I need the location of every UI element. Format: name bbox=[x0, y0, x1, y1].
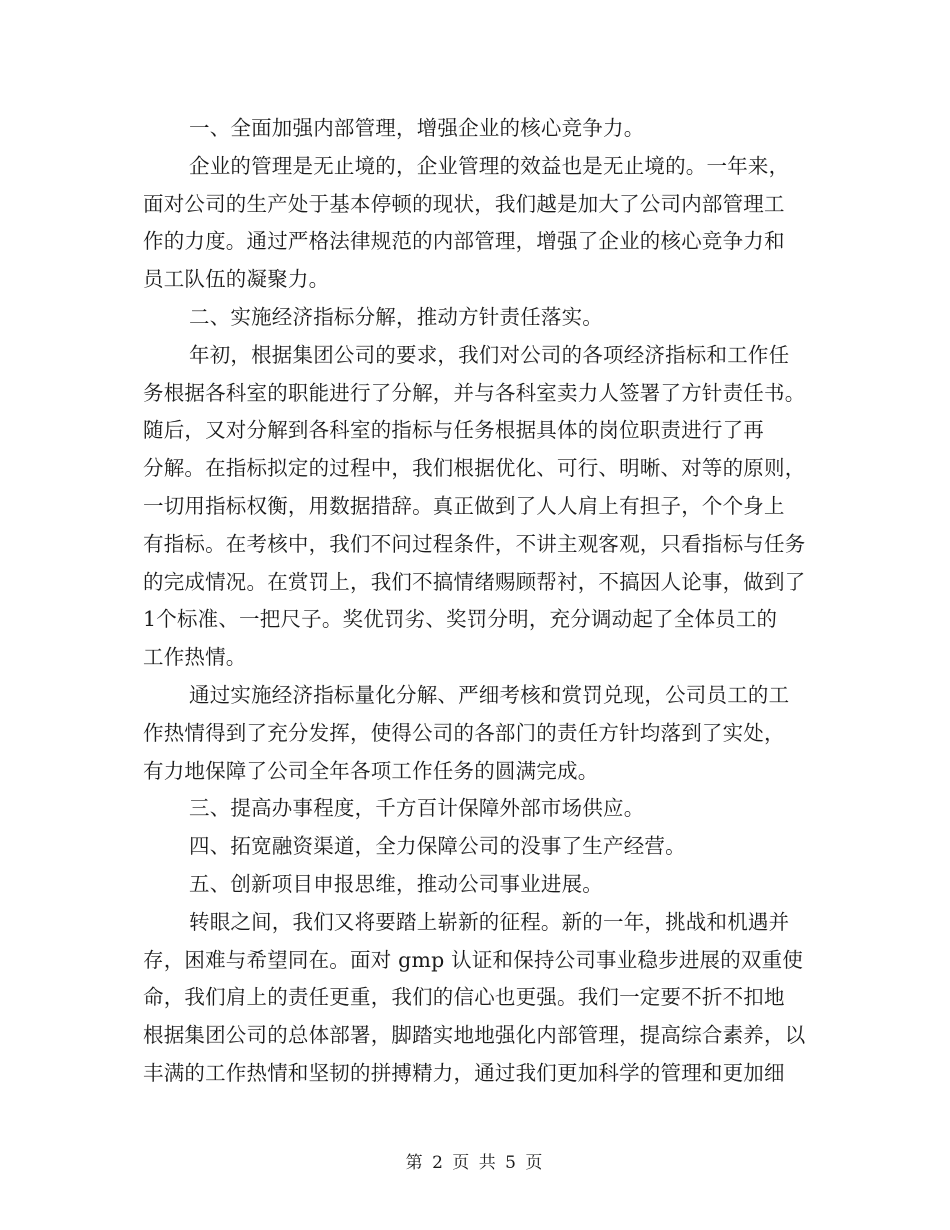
text-line: 企业的管理是无止境的，企业管理的效益也是无止境的。一年来， bbox=[189, 153, 790, 178]
text-line: 作的力度。通过严格法律规范的内部管理，增强了企业的核心竞争力和 bbox=[143, 229, 785, 254]
text-line: 四、拓宽融资渠道，全力保障公司的没事了生产经营。 bbox=[189, 834, 686, 859]
text-line: 的完成情况。在赏罚上，我们不搞情绪赐顾帮衬，不搞因人论事，做到了 bbox=[143, 569, 806, 594]
text-line: 一切用指标权衡，用数据措辞。真正做到了人人肩上有担子，个个身上 bbox=[143, 493, 785, 518]
text-line: 有力地保障了公司全年各项工作任务的圆满完成。 bbox=[143, 758, 599, 783]
page-footer: 第 2 页 共 5 页 bbox=[405, 1153, 545, 1173]
text-line: 员工队伍的凝聚力。 bbox=[143, 267, 330, 292]
text-line: 面对公司的生产处于基本停顿的现状，我们越是加大了公司内部管理工 bbox=[143, 191, 785, 216]
text-line: 通过实施经济指标量化分解、严细考核和赏罚兑现，公司员工的工 bbox=[189, 682, 790, 707]
text-line: 工作热情。 bbox=[143, 645, 247, 670]
text-line: 随后，又对分解到各科室的指标与任务根据具体的岗位职责进行了再 bbox=[143, 418, 764, 443]
text-line: 务根据各科室的职能进行了分解，并与各科室卖力人签署了方针责任书。 bbox=[143, 380, 806, 405]
text-line: 五、创新项目申报思维，推动公司事业进展。 bbox=[189, 871, 603, 896]
text-line: 1个标准、一把尺子。奖优罚劣、奖罚分明，充分调动起了全体员工的 bbox=[143, 607, 778, 632]
text-line: 年初，根据集团公司的要求，我们对公司的各项经济指标和工作任 bbox=[189, 342, 790, 367]
text-line: 命，我们肩上的责任更重，我们的信心也更强。我们一定要不折不扣地 bbox=[143, 985, 785, 1010]
document-body bbox=[143, 110, 823, 1093]
text-line: 二、实施经济指标分解，推动方针责任落实。 bbox=[189, 304, 603, 329]
text-line: 根据集团公司的总体部署，脚踏实地地强化内部管理，提高综合素养，以 bbox=[143, 1023, 806, 1048]
text-line: 存，困难与希望同在。面对 gmp 认证和保持公司事业稳步进展的双重使 bbox=[143, 947, 804, 972]
text-line: 有指标。在考核中，我们不问过程条件，不讲主观客观，只看指标与任务 bbox=[143, 531, 806, 556]
text-line: 分解。在指标拟定的过程中，我们根据优化、可行、明晰、对等的原则， bbox=[143, 456, 806, 481]
text-line: 作热情得到了充分发挥，使得公司的各部门的责任方针均落到了实处， bbox=[143, 720, 785, 745]
text-line: 转眼之间，我们又将要踏上崭新的征程。新的一年，挑战和机遇并 bbox=[189, 909, 790, 934]
text-line: 丰满的工作热情和坚韧的拼搏精力，通过我们更加科学的管理和更加细 bbox=[143, 1060, 785, 1085]
text-line: 一、全面加强内部管理，增强企业的核心竞争力。 bbox=[189, 116, 645, 140]
text-line: 三、提高办事程度，千方百计保障外部市场供应。 bbox=[189, 796, 645, 821]
